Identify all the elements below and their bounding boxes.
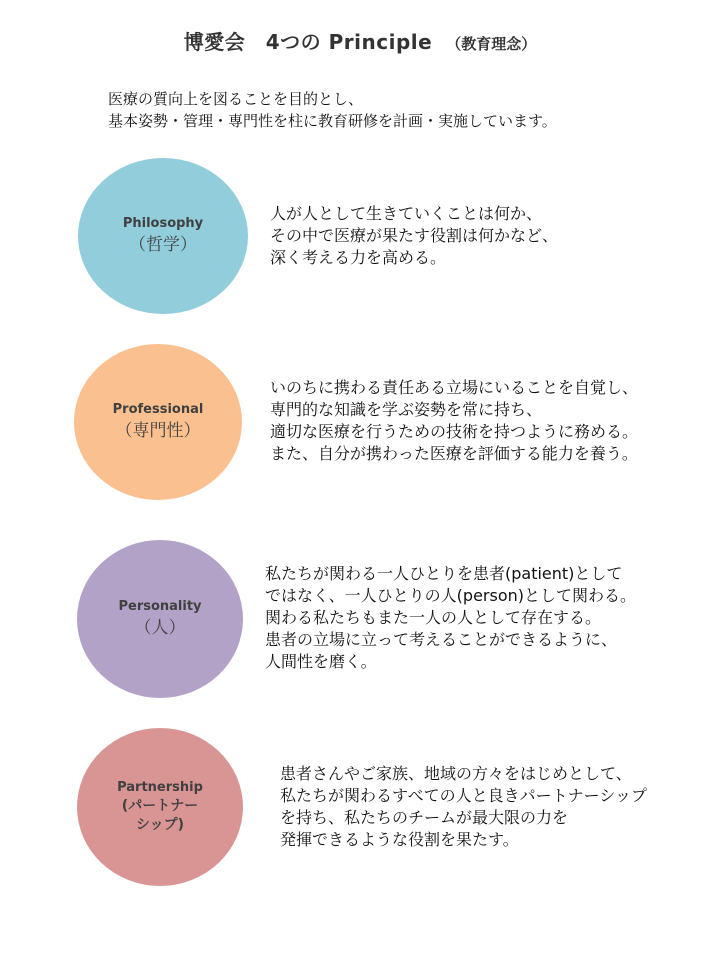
description-line: 人間性を磨く。 <box>265 652 377 671</box>
partnership-label-en: Partnership <box>117 780 203 795</box>
description-line: ではなく、一人ひとりの人(person)として関わる。 <box>265 586 637 605</box>
description-line: 患者さんやご家族、地域の方々をはじめとして、 <box>280 764 632 783</box>
description-line: 深く考える力を高める。 <box>270 248 447 267</box>
professional-description <box>270 377 638 465</box>
description-line: また、自分が携わった医療を評価する能力を養う。 <box>270 444 638 463</box>
description-line: いのちに携わる責任ある立場にいることを自覚し、 <box>270 378 639 397</box>
description-line: その中で医療が果たす役割は何かなど、 <box>270 226 559 245</box>
personality-label-ja: （人） <box>134 618 186 638</box>
description-line: 人が人として生きていくことは何か、 <box>270 204 543 223</box>
intro-text <box>108 88 668 132</box>
description-line: 私たちが関わる一人ひとりを患者(patient)として <box>265 564 623 583</box>
professional-label-en: Professional <box>112 402 204 417</box>
intro-line: 基本姿勢・管理・専門性を柱に教育研修を計画・実施しています。 <box>108 112 557 130</box>
page-title-sub: （教育理念） <box>446 35 537 53</box>
partnership-circle <box>77 728 243 886</box>
page-title-main: 博愛会 4つの Principle <box>183 30 433 54</box>
description-line: 患者の立場に立って考えることができるように、 <box>265 630 618 649</box>
description-line: 発揮できるような役割を果たす。 <box>280 830 519 849</box>
personality-description <box>265 563 636 673</box>
partnership-label-ja-line: (パートナー <box>121 798 199 814</box>
description-line: を持ち、私たちのチームが最大限の力を <box>280 808 569 827</box>
intro-line: 医療の質向上を図ることを目的とし、 <box>108 90 364 108</box>
philosophy-circle <box>78 158 248 314</box>
philosophy-description <box>270 203 558 269</box>
philosophy-label-en: Philosophy <box>122 216 204 231</box>
partnership-description <box>280 763 647 851</box>
description-line: 私たちが関わるすべての人と良きパートナーシップ <box>280 786 648 805</box>
description-line: 専門的な知識を学ぶ姿勢を常に持ち、 <box>270 400 543 419</box>
professional-label-ja: （専門性） <box>115 421 201 441</box>
personality-label-en: Personality <box>118 599 202 614</box>
personality-circle <box>77 540 243 698</box>
partnership-label-ja-line: シップ) <box>135 817 185 833</box>
page-title <box>0 26 720 55</box>
description-line: 関わる私たちもまた一人の人として存在する。 <box>265 608 602 627</box>
philosophy-label-ja: （哲学） <box>129 235 197 255</box>
description-line: 適切な医療を行うための技術を持つように務める。 <box>270 422 639 441</box>
professional-circle <box>74 344 242 500</box>
